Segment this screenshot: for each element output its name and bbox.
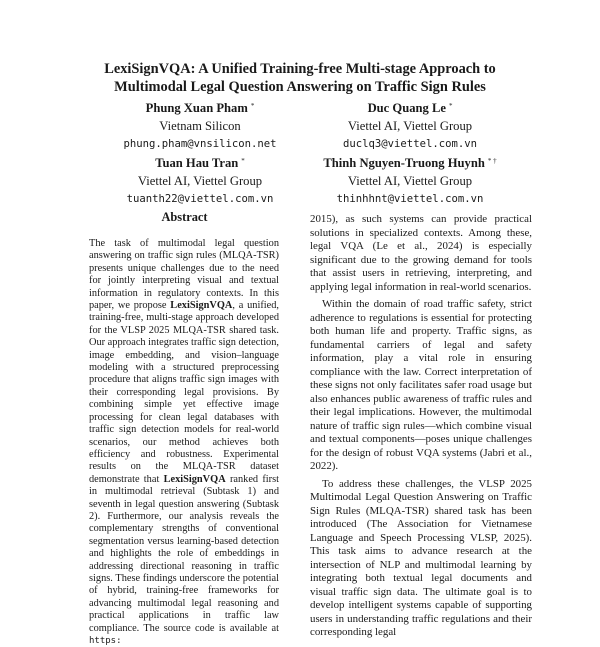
author-email[interactable]: phung.pham@vnsilicon.net bbox=[123, 138, 277, 150]
author-name: Phung Xuan Pham bbox=[145, 101, 248, 115]
method-name: LexiSignVQA bbox=[170, 300, 233, 312]
author-name: Tuan Hau Tran bbox=[155, 156, 239, 170]
author-email[interactable]: duclq3@viettel.com.vn bbox=[343, 138, 477, 150]
author-mark: * bbox=[250, 102, 255, 110]
author-email[interactable]: tuanth22@viettel.com.vn bbox=[126, 193, 274, 205]
intro-paragraph-1: 2015), as such systems can provide practical solutions in specialized contexts. Among these, legal VQA (Le et al., 2024) is especially significant due to the growing demand for tools that assist users in retrieving, interpreting, and applying legal information in real-world scenarios. bbox=[310, 213, 532, 293]
author-name: Duc Quang Le bbox=[367, 101, 446, 115]
intro-paragraph-2: Within the domain of road traffic safety, strict adherence to regulations is essential for protecting both human life and property. Traffic signs, as fundamental carriers of legal and safety information, play a vital role in ensuring compliance with the law. Correct interpretation of these signs not only facilitates safer road usage but also enhances public awareness of traffic rules and their legal implications. However, the multimodal nature of traffic sign rules—which combine visual and textual components—poses unique challenges for the design of robust VQA systems (Jabri et al., 2022). bbox=[310, 298, 532, 472]
author-affiliation: Viettel AI, Viettel Group bbox=[347, 119, 473, 133]
author-mark: * bbox=[448, 102, 453, 110]
author-block-4 bbox=[300, 152, 520, 208]
title-line-1: LexiSignVQA: A Unified Training-free Multi-stage Approach to bbox=[104, 61, 496, 77]
abstract-text-1: The task of multimodal legal question answering on traffic sign rules (MLQA-TSR) presents unique challenges due to the need for jointly interpreting visual and textual information in regulatory contexts. In this paper, we propose bbox=[89, 238, 279, 312]
author-block-3 bbox=[105, 152, 295, 208]
intro-paragraph-3: To address these challenges, the VLSP 2025 Multimodal Legal Question Answering on Traffic Sign Rules (MLQA-TSR) shared task has been introduced (The Association for Vietnamese Language and Speech Processing VLSP, 2025). This task aims to advance research at the intersection of NLP and multimodal learning by integrating both textual legal documents and visual traffic sign data. The ultimate goal is to develop intelligent systems capable of supporting users in understanding traffic regulations and their corresponding legal bbox=[310, 477, 532, 638]
author-affiliation: Vietnam Silicon bbox=[159, 119, 241, 133]
abstract-text-2: , a unified, training-free, multi-stage approach developed for the VLSP 2025 MLQA-TSR shared task. Our approach integrates traffic sign detection, image embedding, and vision–language modeling with a structured preprocessing procedure that aligns traffic sign images with their corresponding legal provisions. By combining simple yet effective image processing for clean legal databases with traffic sign detection models for real-world scenarios, our method achieves both efficiency and robustness. Experimental results on the MLQA-TSR dataset demonstrate that bbox=[89, 300, 279, 485]
title-line-2: Multimodal Legal Question Answering on Traffic Sign Rules bbox=[114, 79, 486, 95]
author-name: Thinh Nguyen-Truong Huynh bbox=[323, 156, 485, 170]
author-affiliation: Viettel AI, Viettel Group bbox=[137, 174, 263, 188]
abstract-paragraph bbox=[89, 238, 279, 647]
author-mark: * † bbox=[487, 157, 497, 165]
author-mark: * bbox=[241, 157, 245, 165]
abstract-body bbox=[89, 238, 279, 646]
method-name: LexiSignVQA bbox=[163, 473, 226, 485]
author-block-1 bbox=[105, 97, 295, 153]
author-block-2 bbox=[315, 97, 505, 153]
source-code-link[interactable]: https: bbox=[89, 636, 122, 646]
introduction-column bbox=[310, 213, 532, 638]
author-affiliation: Viettel AI, Viettel Group bbox=[347, 174, 473, 188]
paper-title bbox=[60, 60, 540, 96]
author-email[interactable]: thinhhnt@viettel.com.vn bbox=[336, 193, 484, 205]
abstract-heading: Abstract bbox=[161, 210, 208, 224]
abstract-text-3: ranked first in multimodal retrieval (Subtask 1) and seventh in legal question answering (Subtask 2). Furthermore, our analysis reveals the complementary strengths of conventional segmentation versus learning-based detection and highlights the role of embeddings in addressing directional reasoning in traffic signs. These findings underscore the potential of hybrid, training-free frameworks for advancing multimodal legal reasoning and practical applications in traffic law compliance. The source code is available at bbox=[89, 473, 279, 634]
